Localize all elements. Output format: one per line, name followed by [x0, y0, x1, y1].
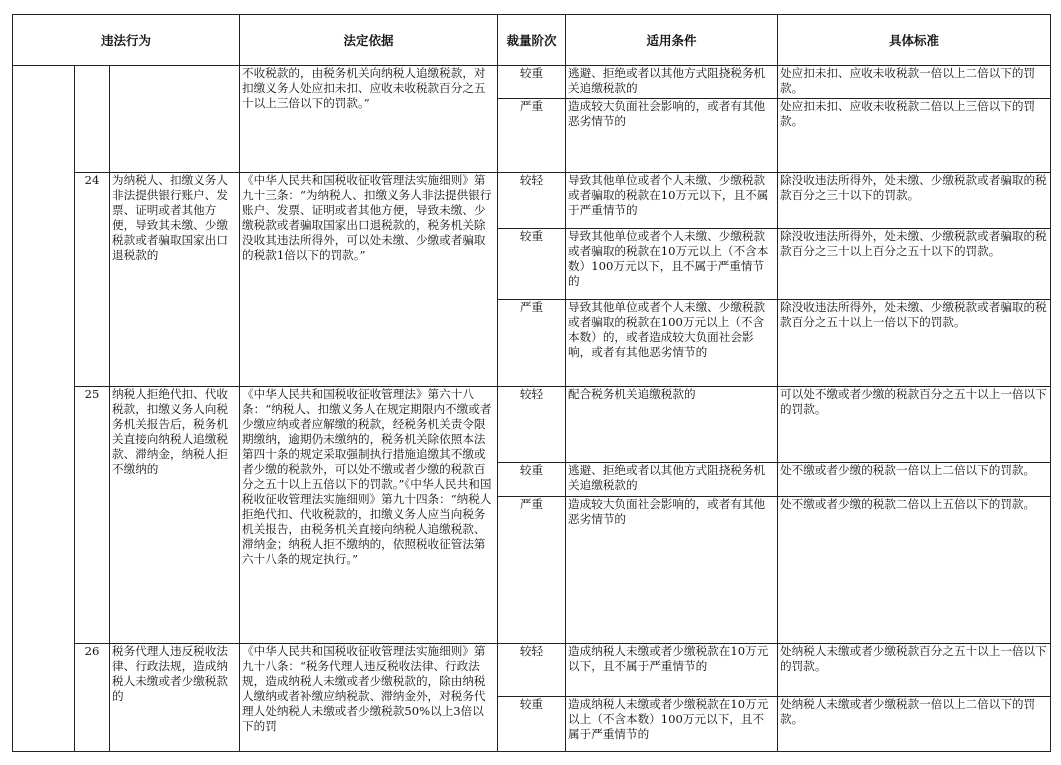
standard-cell: 处纳税人未缴或者少缴税款一倍以上二倍以下的罚款。 — [778, 697, 1051, 752]
condition-cell: 导致其他单位或者个人未缴、少缴税款或者骗取的税款在10万元以下，且不属于严重情节的 — [566, 173, 778, 229]
behavior-cell: 为纳税人、扣缴义务人非法提供银行账户、发票、证明或者其他方便，导致其未缴、少缴税款或者骗取国家出口退税款的 — [110, 173, 240, 387]
level-cell: 较重 — [498, 463, 566, 497]
row-number: 26 — [75, 644, 110, 752]
standard-cell: 除没收违法所得外，处未缴、少缴税款或者骗取的税款百分之三十以下的罚款。 — [778, 173, 1051, 229]
table-row — [13, 387, 1051, 463]
standard-cell: 除没收违法所得外，处未缴、少缴税款或者骗取的税款百分之五十以上一倍以下的罚款。 — [778, 300, 1051, 387]
condition-cell: 逃避、拒绝或者以其他方式阻挠税务机关追缴税款的 — [566, 66, 778, 99]
level-cell: 严重 — [498, 300, 566, 387]
condition-cell: 造成纳税人未缴或者少缴税款在10万元以上（不含本数）100万元以下，且不属于严重情节的 — [566, 697, 778, 752]
outer-blank-column — [13, 66, 75, 752]
behavior-cell: 纳税人拒绝代扣、代收税款，扣缴义务人向税务机关报告后，税务机关直接向纳税人追缴税款、滞纳金，纳税人拒不缴纳的 — [110, 387, 240, 644]
behavior-cell — [110, 66, 240, 173]
basis-cell: 《中华人民共和国税收征收管理法》第六十八条：“纳税人、扣缴义务人在规定期限内不缴或者少缴应纳或者应解缴的税款，经税务机关责令限期缴纳，逾期仍未缴纳的，税务机关除依照本法第四十条的规定采取强制执行措施追缴其不缴或者少缴的税款外，可以处不缴或者少缴的税款百分之五十以上五倍以下的罚款。”《中华人民共和国税收征收管理法实施细则》第九十四条：“纳税人拒绝代扣、代收税款的，扣缴义务人应当向税务机关报告，由税务机关直接向纳税人追缴税款、滞纳金；纳税人拒不缴纳的，依照税收征管法第六十八条的规定执行。” — [240, 387, 498, 644]
condition-cell: 逃避、拒绝或者以其他方式阻挠税务机关追缴税款的 — [566, 463, 778, 497]
row-number: 24 — [75, 173, 110, 387]
standard-cell: 处应扣未扣、应收未收税款一倍以上二倍以下的罚款。 — [778, 66, 1051, 99]
standard-cell: 除没收违法所得外，处未缴、少缴税款或者骗取的税款百分之三十以上百分之五十以下的罚款。 — [778, 229, 1051, 300]
standard-cell: 处应扣未扣、应收未收税款二倍以上三倍以下的罚款。 — [778, 99, 1051, 173]
table-row — [13, 66, 1051, 99]
level-cell: 严重 — [498, 497, 566, 644]
basis-cell: 《中华人民共和国税收征收管理法实施细则》第九十八条：“税务代理人违反税收法律、行政法规，造成纳税人未缴或者少缴税款的，除由纳税人缴纳或者补缴应纳税款、滞纳金外，对税务代理人处纳税人未缴或者少缴税款50%以上3倍以下的罚 — [240, 644, 498, 752]
header-basis: 法定依据 — [240, 15, 498, 66]
condition-cell: 导致其他单位或者个人未缴、少缴税款或者骗取的税款在10万元以上（不含本数）100万元以下，且不属于严重情节的 — [566, 229, 778, 300]
row-number: 25 — [75, 387, 110, 644]
level-cell: 较轻 — [498, 387, 566, 463]
level-cell: 较轻 — [498, 173, 566, 229]
standard-cell: 处不缴或者少缴的税款一倍以上二倍以下的罚款。 — [778, 463, 1051, 497]
condition-cell: 造成较大负面社会影响的，或者有其他恶劣情节的 — [566, 497, 778, 644]
num-cell — [75, 66, 110, 173]
table-header-row — [13, 15, 1051, 66]
condition-cell: 造成纳税人未缴或者少缴税款在10万元以下，且不属于严重情节的 — [566, 644, 778, 697]
condition-cell: 配合税务机关追缴税款的 — [566, 387, 778, 463]
header-condition: 适用条件 — [566, 15, 778, 66]
basis-cell: 《中华人民共和国税收征收管理法实施细则》第九十三条：“为纳税人、扣缴义务人非法提供银行账户、发票、证明或者其他方便，导致未缴、少缴税款或者骗取国家出口退税款的，税务机关除没收其违法所得外，可以处未缴、少缴或者骗取的税款1倍以下的罚款。” — [240, 173, 498, 387]
condition-cell: 造成较大负面社会影响的，或者有其他恶劣情节的 — [566, 99, 778, 173]
penalty-discretion-table — [12, 14, 1051, 752]
behavior-cell: 税务代理人违反税收法律、行政法规，造成纳税人未缴或者少缴税款的 — [110, 644, 240, 752]
table-row — [13, 644, 1051, 697]
condition-cell: 导致其他单位或者个人未缴、少缴税款或者骗取的税款在100万元以上（不含本数）的，或者造成较大负面社会影响，或者有其他恶劣情节的 — [566, 300, 778, 387]
level-cell: 较轻 — [498, 644, 566, 697]
standard-cell: 可以处不缴或者少缴的税款百分之五十以上一倍以下的罚款。 — [778, 387, 1051, 463]
table-row — [13, 173, 1051, 229]
standard-cell: 处不缴或者少缴的税款二倍以上五倍以下的罚款。 — [778, 497, 1051, 644]
level-cell: 严重 — [498, 99, 566, 173]
level-cell: 较重 — [498, 66, 566, 99]
header-standard: 具体标准 — [778, 15, 1051, 66]
level-cell: 较重 — [498, 697, 566, 752]
standard-cell: 处纳税人未缴或者少缴税款百分之五十以上一倍以下的罚款。 — [778, 644, 1051, 697]
header-behavior: 违法行为 — [13, 15, 240, 66]
level-cell: 较重 — [498, 229, 566, 300]
basis-cell: 不收税款的，由税务机关向纳税人追缴税款，对扣缴义务人处应扣未扣、应收未收税款百分之五十以上三倍以下的罚款。” — [240, 66, 498, 173]
header-level: 裁量阶次 — [498, 15, 566, 66]
